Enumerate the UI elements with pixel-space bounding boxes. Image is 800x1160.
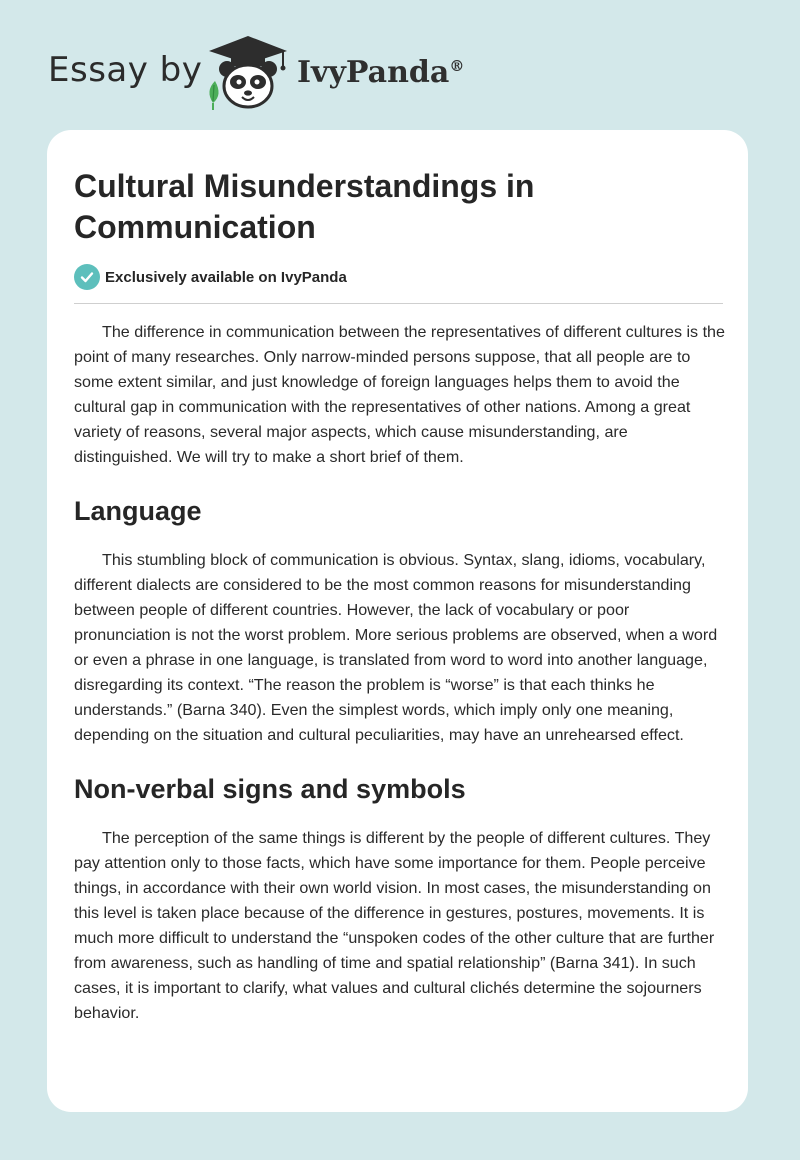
panda-mascot-icon <box>203 33 293 111</box>
check-icon <box>74 264 100 290</box>
divider <box>74 303 723 304</box>
page-title: Cultural Misunderstandings in Communication <box>74 168 535 245</box>
essay-card <box>47 130 748 1112</box>
section-heading-language: Language <box>74 496 202 526</box>
essay-body <box>74 320 726 1026</box>
badge-label: Exclusively available on IvyPanda <box>105 268 347 286</box>
site-header <box>0 0 800 130</box>
section-paragraph-language: This stumbling block of communication is obvious. Syntax, slang, idioms, vocabulary, different dialects are considered to be the most common reasons for misunderstanding between people of different countries. However, the lack of vocabulary or poor pronunciation is not the worst problem. More serious problems are observed, when a word or even a phrase in one language, is translated from word to word into another language, disregarding its context. “The reason the problem is “worse” is that each thinks he understands.” (Barna 340). Even the simplest words, which imply only one meaning, depending on the situation and cultural peculiarities, may have an unrehearsed effect. <box>74 551 718 744</box>
intro-paragraph: The difference in communication between the representatives of different cultures is the point of many researches. Only narrow-minded persons suppose, that all people are to some extent similar, and just knowledge of foreign languages helps them to avoid the cultural gap in communication with the representatives of other nations. Among a great variety of reasons, several major aspects, which cause misunderstanding, are distinguished. We will try to make a short brief of them. <box>74 323 725 466</box>
registered-mark: ® <box>449 57 465 75</box>
section-paragraph-nonverbal: The perception of the same things is different by the people of different cultures. They pay attention only to those facts, which have some importance for them. People perceive things, in accordance with their own world vision. In most cases, the misunderstanding on this level is taken place because of the difference in gestures, postures, movements. It is much more difficult to understand the “unspoken codes of the other culture that are further from awareness, such as handling of time and spatial relationship” (Barna 341). In such cases, it is important to clarify, what values and cultural clichés determine the sojourners behavior. <box>74 829 715 1022</box>
exclusive-badge <box>74 263 347 291</box>
section-heading-nonverbal: Non-verbal signs and symbols <box>74 774 466 804</box>
brand-name[interactable]: IvyPanda® <box>297 55 465 90</box>
essay-by-label: Essay by <box>48 50 203 90</box>
ivy-leaf-icon <box>209 81 218 110</box>
